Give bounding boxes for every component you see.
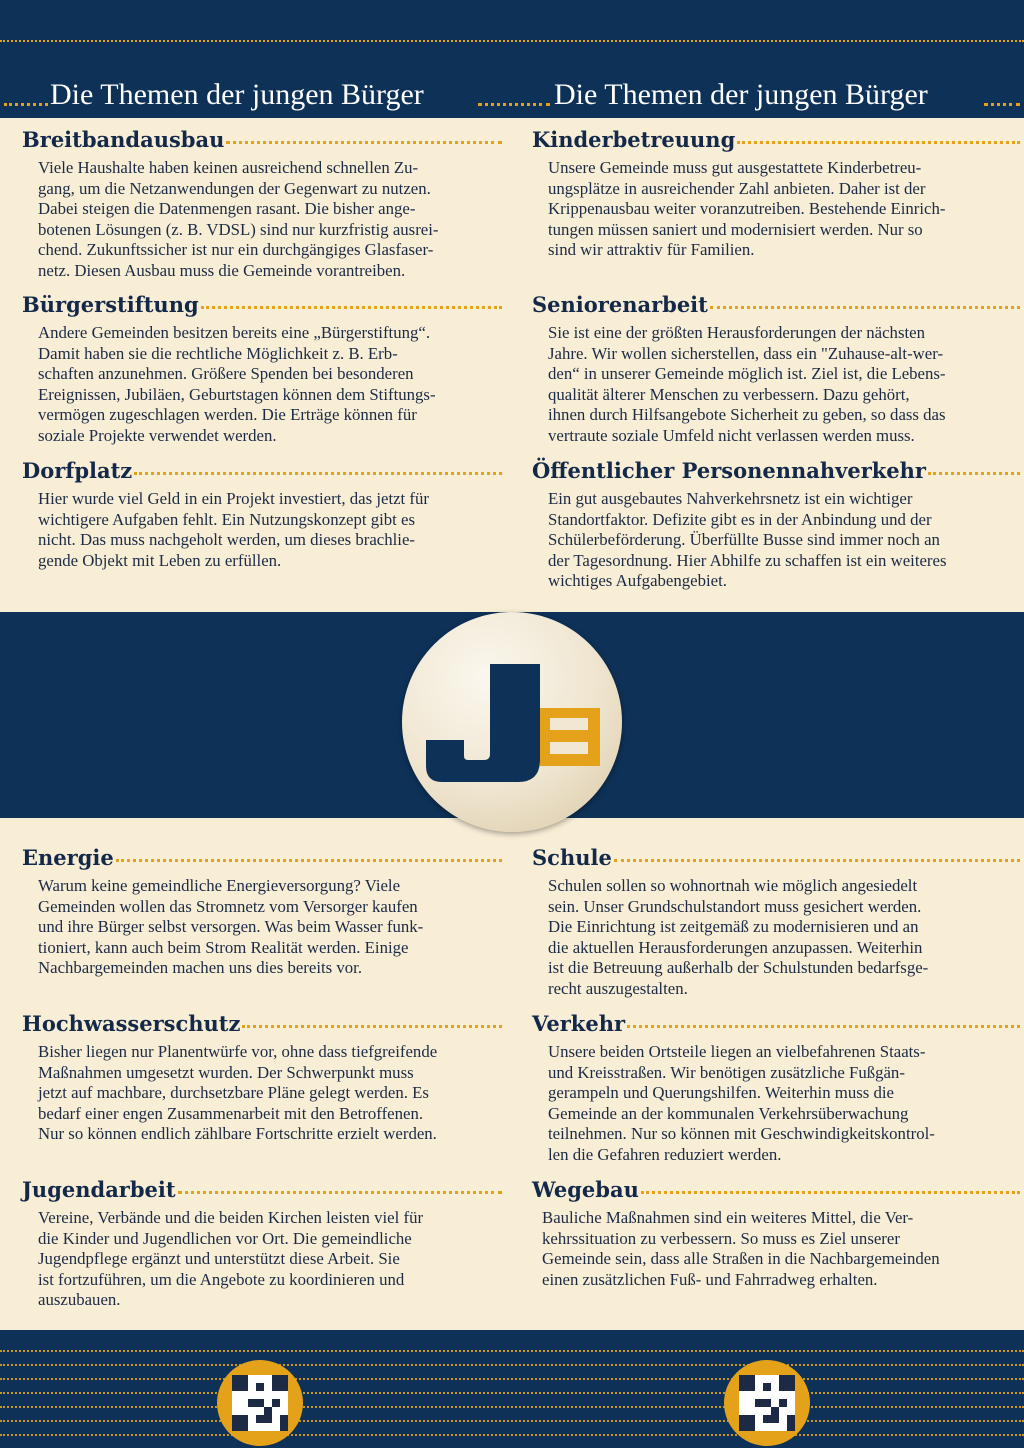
section-hochwasserschutz bbox=[22, 1011, 502, 1145]
section-title: Dorfplatz bbox=[22, 458, 502, 483]
logo-b-notch-top bbox=[550, 718, 590, 730]
section-title: Verkehr bbox=[532, 1011, 1020, 1036]
section-text: Schulen sollen so wohnortnah wie möglich angesiedelt sein. Unser Grundschulstandort muss gesichert werden. Die Einrichtung ist zeitgemäß zu modernisieren und an die aktuellen Herausforderungen anzupassen. Weiterhin ist die Betreuung außerhalb der Schulstunden bedarfsge- recht auszugestalten. bbox=[548, 876, 929, 998]
section-title: Jugendarbeit bbox=[22, 1177, 502, 1202]
bottom-dotted-rule bbox=[0, 1406, 1024, 1408]
section-energie bbox=[22, 845, 502, 979]
section-text: Vereine, Verbände und die beiden Kirchen leisten viel für die Kinder und Jugendlichen vor Ort. Die gemeindliche Jugendpflege ergänzt und unterstützt diese Arbeit. Sie ist fortzuführen, um die Angebote zu koordinieren und auszubauen. bbox=[38, 1208, 424, 1310]
header-left-leading-dots bbox=[4, 103, 48, 106]
header-title-left: Die Themen der jungen Bürger bbox=[50, 78, 424, 111]
section-breitbandausbau bbox=[22, 127, 502, 282]
bottom-dotted-rule bbox=[0, 1434, 1024, 1436]
qr-code-right[interactable] bbox=[724, 1360, 810, 1446]
section-text: Warum keine gemeindliche Energieversorgung? Viele Gemeinden wollen das Stromnetz vom Versorger kaufen und ihre Bürger selbst versorgen. Was beim Wasser funk- tioniert, kann auch beim Strom Realität werden. Einige Nachbargemeinden machen uns dies bereits vor. bbox=[38, 876, 424, 978]
bottom-dotted-rule bbox=[0, 1392, 1024, 1394]
top-dotted-rule bbox=[0, 40, 1024, 42]
section-buergerstiftung bbox=[22, 292, 502, 447]
header-middle-dots bbox=[478, 103, 550, 106]
section-text: Ein gut ausgebautes Nahverkehrsnetz ist ein wichtiger Standortfaktor. Defizite gibt es in der Anbindung und der Schülerbeförderung. Überfüllte Busse sind immer noch an der Tagesordnung. Hier Abhilfe zu schaffen ist ein weiteres wichtiges Aufgabengebiet. bbox=[548, 489, 947, 591]
section-jugendarbeit bbox=[22, 1177, 502, 1311]
bottom-dotted-rule bbox=[0, 1350, 1024, 1352]
qr-code-left[interactable] bbox=[217, 1360, 303, 1446]
logo-b-spine bbox=[588, 718, 600, 754]
qr-code-icon bbox=[232, 1375, 288, 1431]
section-seniorenarbeit bbox=[532, 292, 1020, 447]
bottom-dotted-rule bbox=[0, 1364, 1024, 1366]
section-title: Öffentlicher Personennahverkehr bbox=[532, 458, 1020, 483]
qr-code-icon bbox=[739, 1375, 795, 1431]
section-text: Unsere beiden Ortsteile liegen an vielbefahrenen Staats- und Kreisstraßen. Wir benötigen zusätzliche Fußgän- gerampeln und Querungshilfen. Weiterhin muss die Gemeinde an der kommunalen Verkehrsüberwachung teilnehmen. Nur so können mit Geschwindigkeitskontrol- len die Gefahren reduziert werden. bbox=[548, 1042, 935, 1164]
section-text: Hier wurde viel Geld in ein Projekt investiert, das jetzt für wichtigere Aufgaben fehlt. Ein Nutzungskonzept gibt es nicht. Das muss nachgeholt werden, um dieses brachlie- gende Objekt mit Leben zu erfüllen. bbox=[38, 489, 429, 570]
section-title: Schule bbox=[532, 845, 1020, 870]
section-title: Breitbandausbau bbox=[22, 127, 502, 152]
section-text: Bisher liegen nur Planentwürfe vor, ohne dass tiefgreifende Maßnahmen umgesetzt wurden. Der Schwerpunkt muss jetzt auf machbare, durchsetzbare Pläne gelegt werden. Es bedarf einer engen Zusammenarbeit mit den Betroffenen. Nur so können endlich zählbare Fortschritte erzielt werden. bbox=[38, 1042, 438, 1144]
header-right-trailing-dots bbox=[984, 103, 1020, 106]
section-text: Viele Haushalte haben keinen ausreichend schnellen Zu- gang, um die Netzanwendungen der Gegenwart zu nutzen. Dabei steigen die Datenmengen rasant. Die bisher ange- botenen Lösungen (z. B. VDSL) sind nur kurzfristig ausrei- chend. Zukunftssicher ist nur ein durchgängiges Glasfaser- netz. Diesen Ausbau muss die Gemeinde vorantreiben. bbox=[38, 158, 439, 280]
jb-logo-icon bbox=[402, 612, 622, 832]
section-verkehr bbox=[532, 1011, 1020, 1166]
section-title: Kinderbetreuung bbox=[532, 127, 1020, 152]
logo-b-notch-bottom bbox=[550, 742, 590, 754]
section-title: Hochwasserschutz bbox=[22, 1011, 502, 1036]
jb-logo bbox=[402, 612, 622, 832]
section-title: Energie bbox=[22, 845, 502, 870]
section-oepnv bbox=[532, 458, 1020, 592]
section-title: Wegebau bbox=[532, 1177, 1020, 1202]
section-title: Bürgerstiftung bbox=[22, 292, 502, 317]
section-wegebau bbox=[532, 1177, 1020, 1290]
bottom-banner bbox=[0, 1330, 1024, 1448]
bottom-dotted-rule bbox=[0, 1420, 1024, 1422]
section-text: Bauliche Maßnahmen sind ein weiteres Mittel, die Ver- kehrssituation zu verbessern. So muss es Ziel unserer Gemeinde sein, dass alle Straßen in die Nachbargemeinden einen zusätzlichen Fuß- und Fahrradweg erhalten. bbox=[542, 1208, 940, 1289]
header-title-right: Die Themen der jungen Bürger bbox=[554, 78, 928, 111]
logo-j-shape bbox=[426, 664, 540, 782]
bottom-dotted-rule bbox=[0, 1378, 1024, 1380]
section-dorfplatz bbox=[22, 458, 502, 571]
section-kinderbetreuung bbox=[532, 127, 1020, 261]
section-text: Unsere Gemeinde muss gut ausgestattete Kinderbetreu- ungsplätze in ausreichender Zahl anbieten. Daher ist der Krippenausbau weiter voranzutreiben. Bestehende Einrich- tungen müssen saniert und modernisiert werden. Nur so sind wir attraktiv für Familien. bbox=[548, 158, 946, 260]
section-title: Seniorenarbeit bbox=[532, 292, 1020, 317]
section-text: Sie ist eine der größten Herausforderungen der nächsten Jahre. Wir wollen sicherstellen, dass ein "Zuhause-alt-wer- den“ in unserer Gemeinde möglich ist. Ziel ist, die Lebens- qualität älterer Menschen zu verbessern. Dazu gehört, ihnen durch Hilfsangebote Sicherheit zu geben, so dass das vertraute soziale Umfeld nicht verlassen werden muss. bbox=[548, 323, 946, 445]
section-schule bbox=[532, 845, 1020, 1000]
section-text: Andere Gemeinden besitzen bereits eine „Bürgerstiftung“. Damit haben sie die rechtliche Möglichkeit z. B. Erb- schaften anzunehmen. Größere Spenden bei besonderen Ereignissen, Jubiläen, Geburtstagen können dem Stiftungs- vermögen zugeschlagen werden. Die Erträge können für soziale Projekte verwendet werden. bbox=[38, 323, 436, 445]
